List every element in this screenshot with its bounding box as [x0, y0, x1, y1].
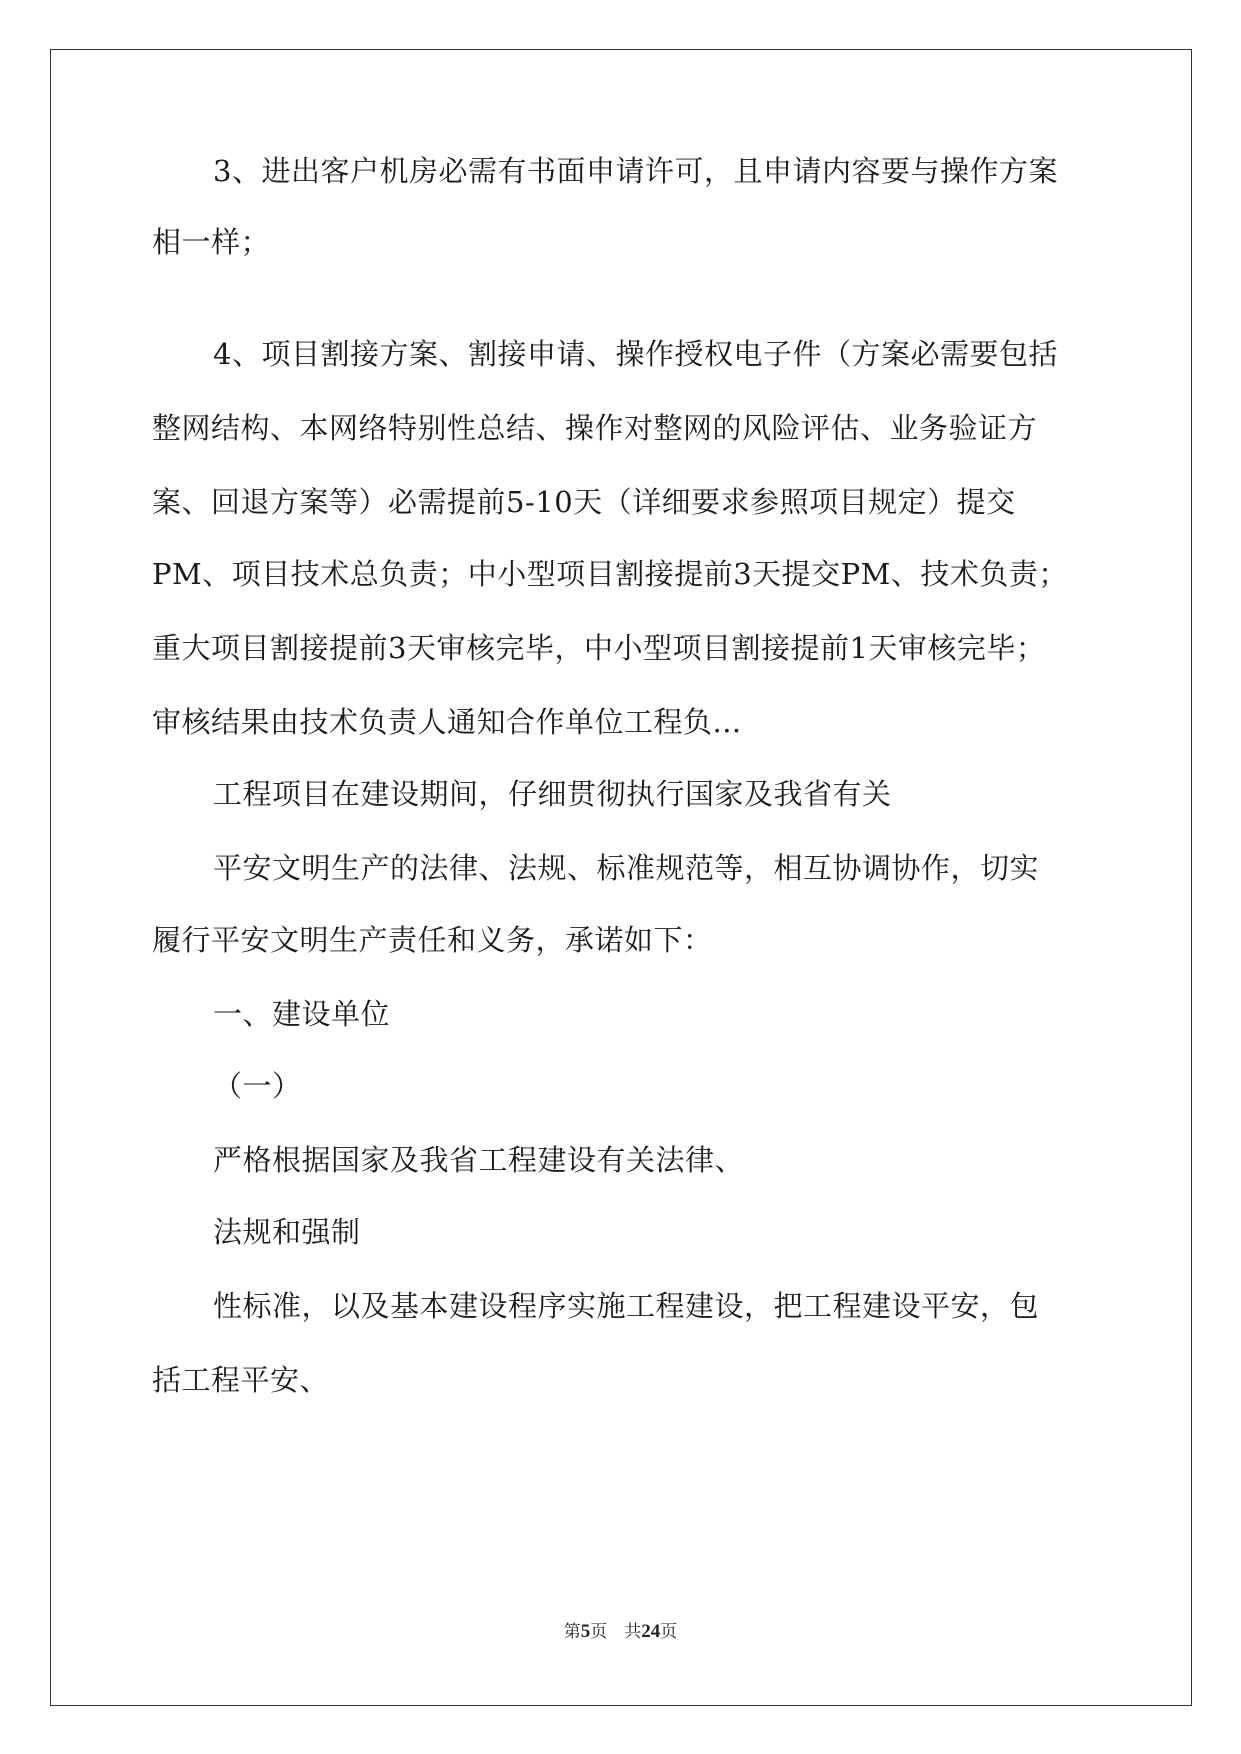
- section-heading: 一、建设单位: [213, 997, 391, 1031]
- footer-prefix: 第: [563, 1622, 581, 1642]
- text-line: 整网结构、本网络特别性总结、操作对整网的风险评估、业务验证方: [152, 411, 1038, 445]
- text-line: 相一样；: [152, 225, 271, 259]
- text-line: 案、回退方案等）必需提前5-10天（详细要求参照项目规定）提交: [152, 485, 1016, 519]
- text-line: 工程项目在建设期间，仔细贯彻执行国家及我省有关: [213, 777, 892, 811]
- text-line: 平安文明生产的法律、法规、标准规范等，相互协调协作，切实: [213, 851, 1040, 885]
- current-page-number: 5: [580, 1621, 591, 1642]
- text-line: 3、进出客户机房必需有书面申请许可，且申请内容要与操作方案: [213, 154, 1058, 188]
- footer-mid: 页 共: [590, 1622, 642, 1642]
- text-line: 法规和强制: [213, 1215, 361, 1249]
- subsection-heading: （一）: [213, 1069, 302, 1103]
- text-line: 性标准，以及基本建设程序实施工程建设，把工程建设平安，包: [213, 1289, 1040, 1323]
- page-footer: [0, 1617, 1241, 1643]
- text-line: 4、项目割接方案、割接申请、操作授权电子件（方案必需要包括: [213, 337, 1058, 371]
- text-line: 括工程平安、: [152, 1363, 330, 1397]
- text-line: 审核结果由技术负责人通知合作单位工程负...: [152, 705, 742, 739]
- total-page-count: 24: [641, 1621, 661, 1642]
- text-line: PM、项目技术总负责；中小型项目割接提前3天提交PM、技术负责；: [152, 557, 1068, 591]
- text-line: 严格根据国家及我省工程建设有关法律、: [213, 1143, 745, 1177]
- text-line: 履行平安文明生产责任和义务，承诺如下：: [152, 923, 713, 957]
- footer-suffix: 页: [660, 1622, 678, 1642]
- text-line: 重大项目割接提前3天审核完毕，中小型项目割接提前1天审核完毕；: [152, 631, 1046, 665]
